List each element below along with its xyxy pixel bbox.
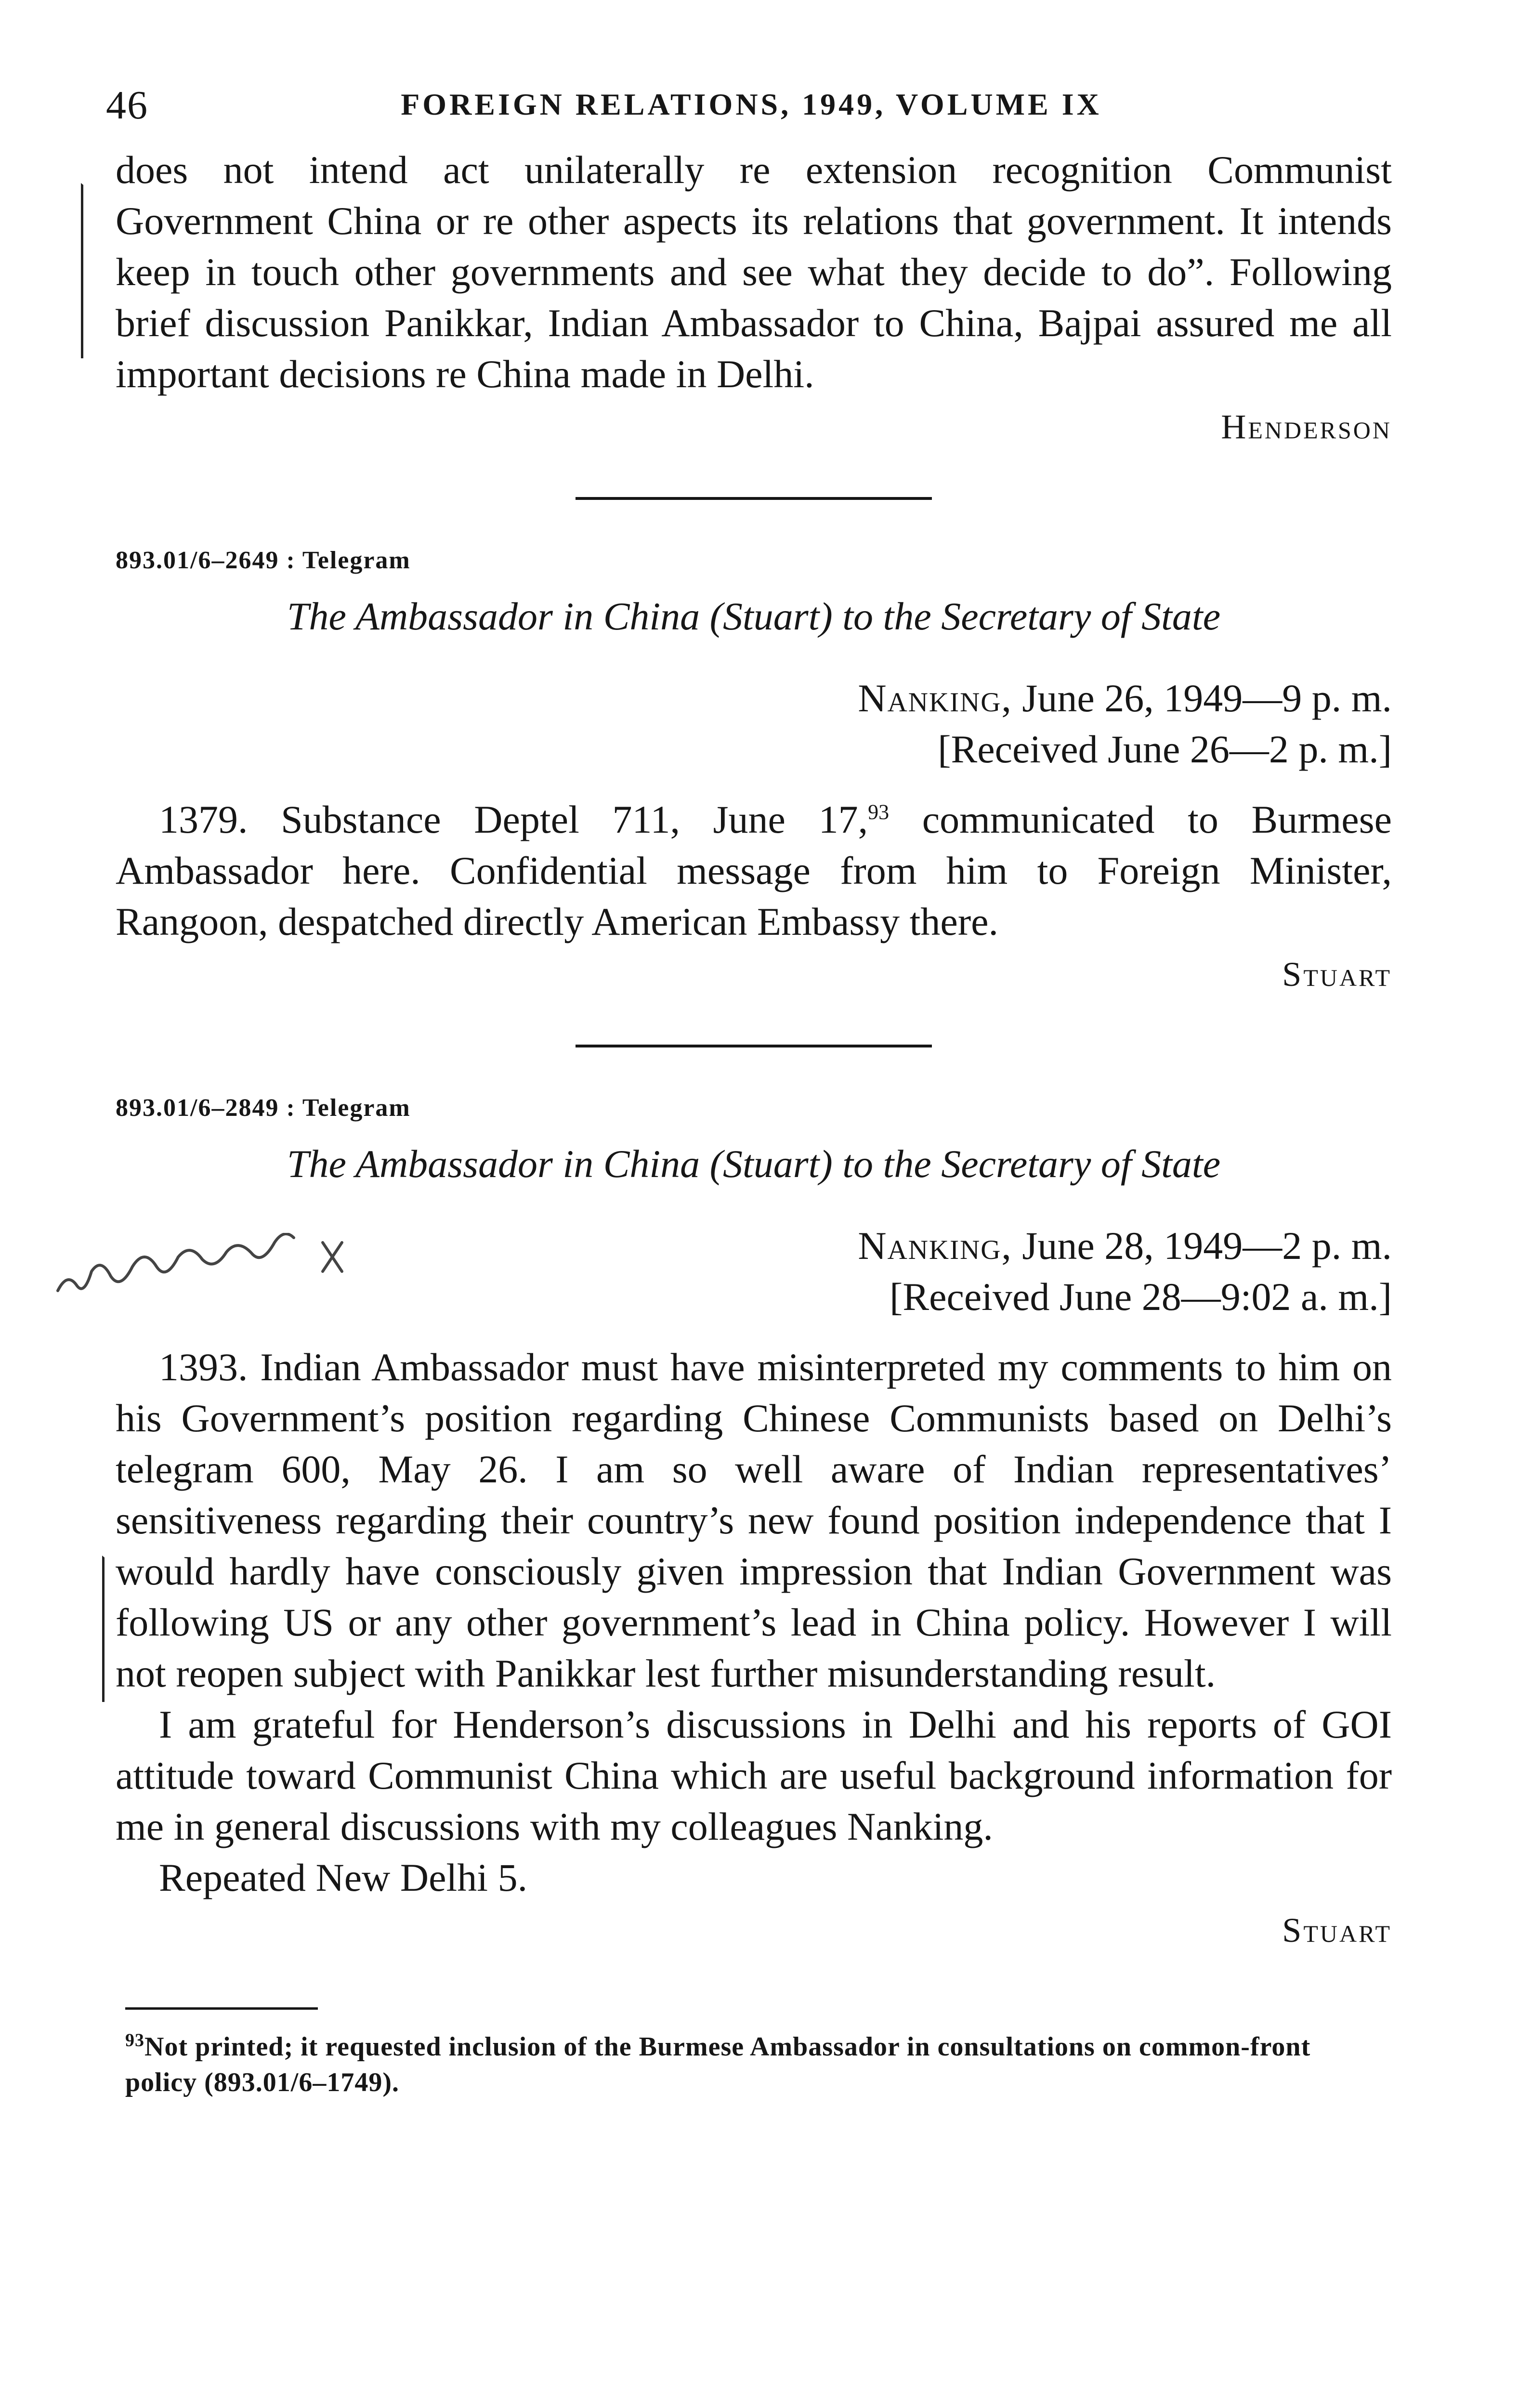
page-header [106, 77, 1397, 130]
file-reference: 893.01/6–2849 : Telegram [116, 1094, 411, 1122]
signature-stuart [116, 950, 1392, 998]
footnote-marker: 93 [868, 800, 890, 824]
body-text: 1379. Substance Deptel 711, June 17, [159, 798, 868, 841]
received-line: [Received June 26—2 p. m.] [938, 727, 1392, 771]
margin-bracket-bottom [102, 1556, 111, 1702]
continuation-paragraph: does not intend act unilaterally re extension recognition Communist Government China or re other aspects its relations that government. It intends keep in touch other governments and see what they decide to do”. Following brief discussion Panikkar, Indian Ambassador to China, Bajpai assured me all important decisions re China made in Delhi. [116, 148, 1392, 396]
section-divider [576, 1045, 932, 1047]
telegram-body: I am grateful for Henderson’s discussions in Delhi and his reports of GOI attitude toward Communist China which are useful background information for me in general discussions with my colleagues Nanking. [116, 1702, 1392, 1848]
telegram-body [116, 794, 1392, 947]
page-content [116, 144, 1392, 2100]
signature-text: Stuart [1282, 1911, 1392, 1950]
signature-text: Henderson [1221, 407, 1392, 446]
received-line: [Received June 28—9:02 a. m.] [890, 1275, 1392, 1319]
signature-text: Stuart [1282, 955, 1392, 994]
footnote-marker: 93 [125, 2030, 144, 2051]
dateline-place: Nanking, [858, 676, 1012, 720]
footnote-divider [125, 2007, 318, 2010]
telegram-body: Repeated New Delhi 5. [159, 1856, 528, 1899]
telegram-body: 1393. Indian Ambassador must have misinterpreted my comments to him on his Government’s position regarding Chinese Communists based on Delhi’s telegram 600, May 26. I am so well aware of Indian representatives’ sensitiveness regarding their country’s new found position independence that I would hardly have consciously given impression that Indian Government was following US or any other government’s lead in China policy. However I will not reopen subject with Panikkar lest further misunderstanding result. [116, 1345, 1392, 1695]
body-text: communicated to Burmese Ambassador here. Confidential message from him to Foreign Minister, Rangoon, despatched directly American Embassy there. [116, 798, 1392, 943]
dateline [116, 1220, 1392, 1271]
margin-bracket-top [81, 183, 90, 358]
dateline-date: June 28, 1949—2 p. m. [1012, 1224, 1392, 1268]
dateline [116, 673, 1392, 724]
footnote [116, 2029, 1387, 2100]
document-title: The Ambassador in China (Stuart) to the Secretary of State [287, 594, 1221, 638]
signature-stuart [116, 1906, 1392, 1954]
signature-henderson [116, 403, 1392, 451]
document-title: The Ambassador in China (Stuart) to the Secretary of State [287, 1142, 1221, 1186]
file-reference: 893.01/6–2649 : Telegram [116, 547, 411, 574]
running-head: FOREIGN RELATIONS, 1949, VOLUME IX [401, 87, 1102, 121]
dateline-date: June 26, 1949—9 p. m. [1012, 676, 1392, 720]
page-number: 46 [106, 83, 148, 128]
footnote-text: Not printed; it requested inclusion of the Burmese Ambassador in consultations on common-front policy (893.01/6–1749). [125, 2032, 1311, 2097]
dateline-place: Nanking, [858, 1224, 1012, 1268]
section-divider [576, 497, 932, 500]
